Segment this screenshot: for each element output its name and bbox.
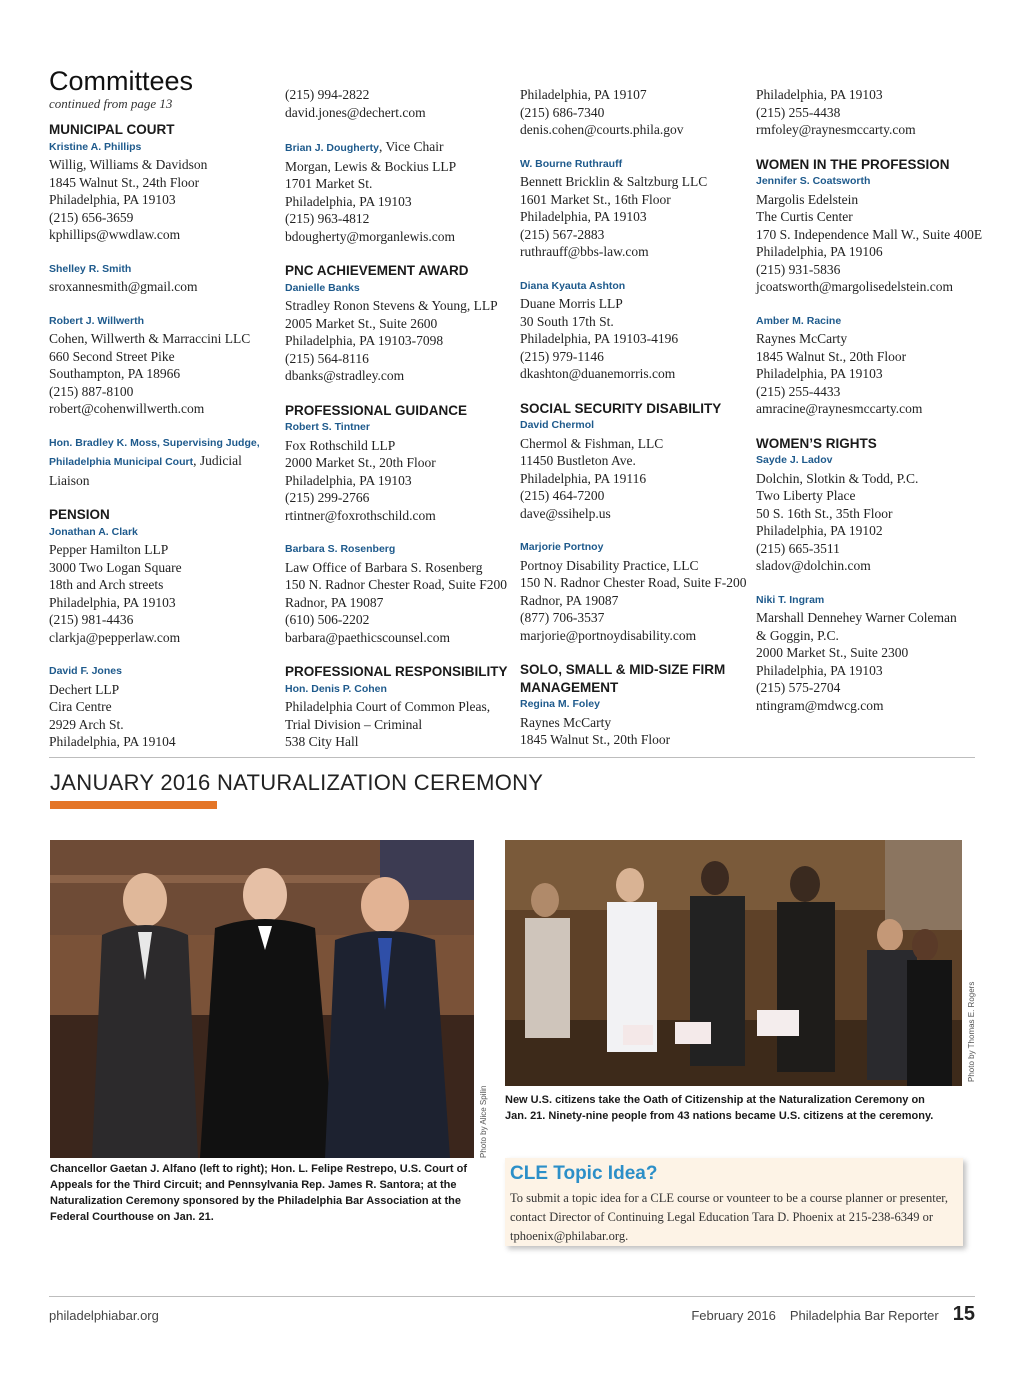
contact-line: 150 N. Radnor Chester Road, Suite F-200 [520, 575, 747, 590]
member-name-line [756, 313, 984, 331]
contact-line: (215) 567-2883 [520, 226, 605, 242]
member-name-line [520, 156, 748, 174]
contact-line: (215) 656-3659 [49, 209, 134, 225]
committee-title: WOMEN’S RIGHTS [756, 435, 877, 451]
member-name: Marjorie Portnoy [520, 541, 604, 553]
member-name: Barbara S. Rosenberg [285, 543, 396, 555]
contact-line: 18th and Arch streets [49, 577, 164, 592]
contact-line: sladov@dolchin.com [756, 558, 871, 573]
member-name-line [285, 419, 513, 437]
member-name-line [49, 663, 277, 681]
committee-member [520, 278, 748, 383]
footer-date: February 2016 [691, 1308, 776, 1323]
contact-line: Southampton, PA 18966 [49, 366, 181, 381]
member-name: Danielle Banks [285, 281, 360, 294]
committee-member [49, 524, 277, 647]
contact-line: Law Office of Barbara S. Rosenberg [285, 559, 483, 575]
contact-line: dave@ssihelp.us [520, 505, 611, 521]
contact-line: 538 City Hall [285, 734, 359, 749]
contact-line: Margolis Edelstein [756, 191, 859, 207]
contact-line: rmfoley@raynesmccarty.com [756, 122, 916, 137]
member-name: Jennifer S. Coatsworth [756, 175, 871, 187]
contact-line: (215) 981-4436 [49, 612, 134, 627]
contact-line: Philadelphia, PA 19103 [756, 662, 883, 678]
heading-accent-bar [50, 801, 217, 809]
contact-line: amracine@raynesmccarty.com [756, 401, 923, 416]
member-name-line [285, 280, 513, 298]
committee-member [285, 280, 513, 385]
member-name: Shelley R. Smith [49, 262, 132, 275]
contact-line: 170 S. Independence Mall W., Suite 400E [756, 226, 983, 242]
committee-column-1 [49, 121, 277, 768]
contact-line: Philadelphia, PA 19103 [285, 193, 412, 209]
committee-member [756, 313, 984, 418]
member-name-line [520, 539, 748, 557]
contact-line: (215) 255-4438 [756, 104, 841, 120]
contact-line: Philadelphia, PA 19103 [285, 472, 412, 488]
contact-line: Stradley Ronon Stevens & Young, LLP [285, 298, 498, 313]
contact-line: 2000 Market St., Suite 2300 [756, 645, 909, 660]
committee-group [285, 86, 513, 245]
contact-line: ntingram@mdwcg.com [756, 697, 884, 713]
page-number: 15 [952, 1303, 975, 1325]
member-role: , Judicial [193, 453, 242, 468]
contact-line: Trial Division – Criminal [285, 716, 423, 732]
contact-line: Raynes McCarty [756, 331, 848, 346]
officials-photo-caption: Chancellor Gaetan J. Alfano (left to right); Hon. L. Felipe Restrepo, U.S. Court of Appeals for the Third Circuit; and Pennsylvania Rep. James R. Santora; at the Naturalization Ceremony sponsored by the Philadelphia Bar Association at the Federal Courthouse on Jan. 21. [50, 1163, 468, 1223]
committee-column-2 [285, 86, 513, 768]
contact-line: bdougherty@morganlewis.com [285, 228, 456, 244]
member-name: Brian J. Dougherty [285, 142, 379, 154]
contact-line: 11450 Bustleton Ave. [520, 453, 636, 468]
contact-line: barbara@paethicscounsel.com [285, 629, 450, 645]
committee-column-3 [520, 86, 748, 766]
committee-member [285, 86, 513, 121]
oath-photo-illustration [505, 840, 962, 1086]
member-name-line [756, 592, 984, 610]
contact-line: Chermol & Fishman, LLC [520, 435, 664, 451]
contact-line: (215) 255-4433 [756, 383, 841, 399]
committee-title: WOMEN IN THE PROFESSION [756, 156, 950, 172]
footer-publication: Philadelphia Bar Reporter [789, 1308, 939, 1323]
member-name: David Chermol [520, 419, 595, 431]
contact-line: Philadelphia, PA 19103 [49, 594, 176, 610]
contact-line: (215) 575-2704 [756, 680, 841, 695]
member-name-line [756, 452, 984, 470]
committee-group [49, 506, 277, 751]
member-name: Robert J. Willwerth [49, 314, 144, 327]
contact-line: Portnoy Disability Practice, LLC [520, 557, 699, 573]
committee-member [285, 541, 513, 646]
contact-line: Duane Morris LLP [520, 296, 623, 311]
contact-line: Bennett Bricklin & Saltzburg LLC [520, 174, 708, 189]
committee-group [285, 402, 513, 647]
contact-line: 150 N. Radnor Chester Road, Suite F200 [285, 577, 507, 592]
contact-line: 1701 Market St. [285, 176, 373, 191]
contact-line: dkashton@duanemorris.com [520, 366, 676, 381]
contact-line: sroxannesmith@gmail.com [49, 279, 198, 294]
member-name-line [520, 417, 748, 435]
member-name-line [49, 139, 277, 157]
contact-line: Radnor, PA 19087 [285, 594, 384, 610]
contact-line: Willig, Williams & Davidson [49, 157, 208, 172]
contact-line: 1845 Walnut St., 24th Floor [49, 174, 200, 190]
contact-line: Philadelphia Court of Common Pleas, [285, 699, 491, 714]
contact-line: ruthrauff@bbs-law.com [520, 244, 649, 259]
contact-line: (215) 299-2766 [285, 490, 370, 505]
member-name: Niki T. Ingram [756, 593, 825, 606]
ceremony-heading: JANUARY 2016 NATURALIZATION CEREMONY [50, 770, 544, 795]
contact-line: Marshall Dennehey Warner Coleman [756, 610, 957, 625]
cle-topic-box [505, 1158, 963, 1246]
committee-member [520, 86, 748, 139]
section-divider [49, 757, 975, 758]
committee-title: SOLO, SMALL & MID-SIZE FIRM MANAGEMENT [520, 662, 726, 695]
committee-title: PROFESSIONAL GUIDANCE [285, 402, 468, 418]
contact-line: Dechert LLP [49, 681, 120, 697]
committee-member [756, 452, 984, 575]
contact-line: Philadelphia, PA 19116 [520, 470, 647, 486]
member-name: Kristine A. Phillips [49, 140, 142, 153]
footer-info [691, 1303, 975, 1326]
contact-line: 1845 Walnut St., 20th Floor [756, 348, 907, 364]
contact-line: dbanks@stradley.com [285, 368, 405, 383]
member-name-line [49, 524, 277, 542]
committee-group [756, 86, 984, 139]
photo-credit-1: Photo by Alice Spilin [479, 1085, 488, 1158]
footer-site: philadelphiabar.org [49, 1308, 159, 1323]
contact-line: (215) 464-7200 [520, 488, 605, 503]
member-name: Jonathan A. Clark [49, 525, 138, 538]
contact-line: david.jones@dechert.com [285, 104, 426, 120]
contact-line: 2005 Market St., Suite 2600 [285, 315, 438, 331]
contact-line: Raynes McCarty [520, 714, 612, 730]
oath-photo-caption: New U.S. citizens take the Oath of Citizenship at the Naturalization Ceremony on Jan. 21. Ninety-nine people from 43 nations became U.S. citizens at the ceremony. [505, 1094, 934, 1122]
contact-line: Philadelphia, PA 19107 [520, 87, 647, 102]
committee-group [756, 156, 984, 418]
contact-line: (610) 506-2202 [285, 612, 370, 627]
footer-divider [49, 1296, 975, 1297]
committee-group [756, 435, 984, 715]
contact-line: (215) 963-4812 [285, 211, 370, 226]
contact-line: kphillips@wwdlaw.com [49, 227, 181, 242]
member-name-line [520, 696, 748, 714]
committee-group [520, 400, 748, 645]
contact-line: jcoatsworth@margolisedelstein.com [756, 279, 954, 294]
contact-line: Philadelphia, PA 19103-4196 [520, 331, 679, 346]
contact-line: Morgan, Lewis & Bockius LLP [285, 158, 457, 174]
member-name-line [49, 261, 277, 279]
contact-line: 30 South 17th St. [520, 313, 614, 329]
member-name: Robert S. Tintner [285, 421, 370, 433]
contact-line: clarkja@pepperlaw.com [49, 629, 181, 645]
committee-member [49, 261, 277, 296]
committee-group [285, 262, 513, 385]
contact-line: (215) 979-1146 [520, 348, 604, 364]
member-name: David F. Jones [49, 665, 122, 677]
committee-member [756, 173, 984, 296]
committee-group [285, 663, 513, 751]
member-name-line [285, 541, 513, 559]
committee-title: PENSION [49, 507, 110, 522]
member-name: Hon. Bradley K. Moss, Supervising Judge, [49, 436, 260, 449]
contact-line: Philadelphia, PA 19103 [49, 192, 176, 207]
contact-line: & Goggin, P.C. [756, 627, 839, 643]
member-name-line [285, 681, 513, 699]
member-name: Hon. Denis P. Cohen [285, 682, 387, 695]
committee-member [756, 86, 984, 139]
member-name: Regina M. Foley [520, 698, 600, 710]
contact-line: 660 Second Street Pike [49, 348, 175, 364]
committee-title: MUNICIPAL COURT [49, 122, 175, 137]
committee-member [520, 539, 748, 644]
contact-line: (215) 887-8100 [49, 383, 134, 399]
committee-member [520, 417, 748, 522]
contact-line: 50 S. 16th St., 35th Floor [756, 505, 893, 521]
committee-member [285, 138, 513, 245]
committee-group [520, 661, 748, 749]
contact-line: Philadelphia, PA 19102 [756, 523, 883, 538]
contact-line: Fox Rothschild LLP [285, 437, 396, 453]
contact-line: Two Liberty Place [756, 488, 856, 503]
committee-member [49, 663, 277, 751]
contact-line: The Curtis Center [756, 209, 853, 224]
committee-member [756, 592, 984, 715]
member-name-line [520, 278, 748, 296]
contact-line: Liaison [49, 472, 90, 488]
contact-line: (215) 564-8116 [285, 350, 369, 366]
committee-group [520, 86, 748, 383]
contact-line: marjorie@portnoydisability.com [520, 627, 697, 643]
member-name-continued: Philadelphia Municipal Court [49, 456, 194, 468]
contact-line: 1845 Walnut St., 20th Floor [520, 732, 671, 747]
contact-line: Philadelphia, PA 19103 [756, 87, 883, 102]
cle-body: To submit a topic idea for a CLE course or vounteer to be a course planner or presenter, contact Director of Continuing Legal Education Tara D. Phoenix at 215-238-6349 or tphoenix@philabar.org. [510, 1191, 949, 1243]
committee-member [49, 139, 277, 244]
committee-group [49, 121, 277, 489]
contact-line: Philadelphia, PA 19103 [756, 366, 883, 381]
contact-line: Cira Centre [49, 699, 112, 714]
committee-member [285, 681, 513, 751]
contact-line: (215) 994-2822 [285, 87, 370, 102]
contact-line: Philadelphia, PA 19103 [520, 209, 647, 224]
committee-column-4 [756, 86, 984, 731]
contact-line: rtintner@foxrothschild.com [285, 507, 436, 523]
committee-member [285, 419, 513, 524]
committee-member [520, 156, 748, 261]
member-name-line [49, 435, 277, 472]
committee-member [520, 696, 748, 749]
photo-credit-2: Photo by Thomas E. Rogers [967, 981, 976, 1082]
contact-line: (215) 665-3511 [756, 540, 840, 556]
member-name-line [756, 173, 984, 191]
contact-line: (877) 706-3537 [520, 610, 605, 625]
committee-title: SOCIAL SECURITY DISABILITY [520, 400, 722, 416]
committee-member [49, 435, 277, 490]
contact-line: denis.cohen@courts.phila.gov [520, 122, 684, 137]
contact-line: 1601 Market St., 16th Floor [520, 191, 671, 207]
contact-line: Philadelphia, PA 19103-7098 [285, 333, 444, 348]
contact-line: Philadelphia, PA 19104 [49, 734, 176, 749]
contact-line: (215) 686-7340 [520, 104, 605, 120]
cle-title: CLE Topic Idea? [510, 1163, 658, 1184]
contact-line: robert@cohenwillwerth.com [49, 401, 205, 416]
contact-line: 2000 Market St., 20th Floor [285, 455, 436, 470]
member-name-line [285, 138, 513, 158]
contact-line: (215) 931-5836 [756, 261, 841, 277]
contact-line: Dolchin, Slotkin & Todd, P.C. [756, 470, 919, 486]
contact-line: Philadelphia, PA 19106 [756, 244, 883, 259]
contact-line: 2929 Arch St. [49, 716, 124, 732]
committee-title: PROFESSIONAL RESPONSIBILITY [285, 664, 508, 679]
member-name: Sayde J. Ladov [756, 454, 833, 466]
contact-line: Cohen, Willwerth & Marraccini LLC [49, 331, 251, 346]
member-name: W. Bourne Ruthrauff [520, 157, 623, 170]
member-name: Amber M. Racine [756, 314, 842, 327]
officials-photo-illustration [50, 840, 474, 1158]
contact-line: Radnor, PA 19087 [520, 592, 619, 608]
continued-note: continued from page 13 [49, 96, 173, 111]
oath-photo [505, 840, 962, 1086]
member-role: , Vice Chair [378, 139, 444, 154]
contact-line: Pepper Hamilton LLP [49, 542, 169, 557]
page-header [49, 66, 279, 112]
committee-title: PNC ACHIEVEMENT AWARD [285, 263, 469, 278]
committee-member [49, 313, 277, 418]
page-title: Committees [49, 66, 194, 96]
contact-line: 3000 Two Logan Square [49, 559, 182, 575]
member-name-line [49, 313, 277, 331]
member-name: Diana Kyauta Ashton [520, 279, 626, 292]
officials-photo [50, 840, 474, 1158]
